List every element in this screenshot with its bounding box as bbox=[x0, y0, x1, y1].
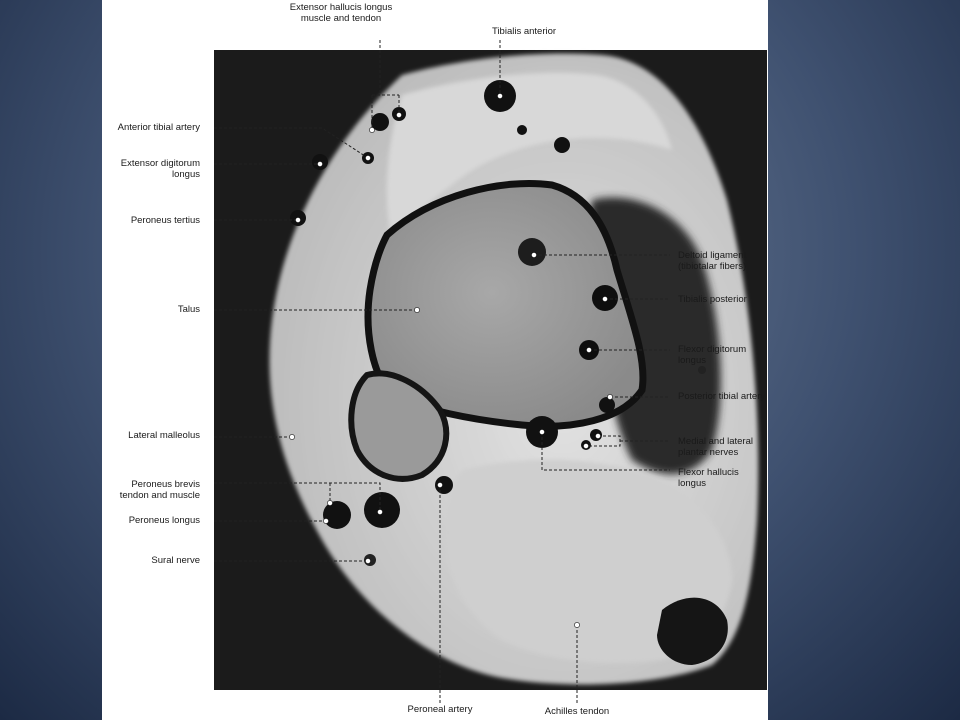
label-fdl: Flexor digitorum longus bbox=[678, 344, 747, 366]
label-peroneus-longus: Peroneus longus bbox=[128, 515, 200, 526]
mri-figure bbox=[102, 0, 768, 720]
label-talus: Talus bbox=[177, 304, 200, 315]
slide-panel bbox=[102, 0, 768, 720]
label-sural-nerve: Sural nerve bbox=[151, 555, 200, 566]
label-anterior-tibial-artery: Anterior tibial artery bbox=[117, 122, 200, 133]
peroneus-longus-shape bbox=[323, 501, 351, 529]
label-posterior-tibial-artery: Posterior tibial artery bbox=[678, 391, 766, 402]
small-vessel-1 bbox=[554, 137, 570, 153]
label-fhl: Flexor hallucis longus bbox=[678, 467, 739, 489]
posterior-tibial-artery-shape bbox=[599, 397, 615, 413]
small-vessel-2 bbox=[517, 125, 527, 135]
label-tibialis-posterior: Tibialis posterior bbox=[678, 294, 747, 305]
label-plantar-nerves: Medial and lateral plantar nerves bbox=[678, 436, 753, 458]
label-lateral-malleolus: Lateral malleolus bbox=[128, 430, 200, 441]
label-deltoid: Deltoid ligament (tibiotalar fibers) bbox=[678, 250, 747, 272]
label-peroneus-tertius: Peroneus tertius bbox=[130, 215, 200, 226]
label-achilles: Achilles tendon bbox=[544, 706, 610, 717]
label-tibialis-anterior: Tibialis anterior bbox=[492, 26, 557, 37]
label-peroneal-artery: Peroneal artery bbox=[407, 704, 473, 715]
label-peroneus-brevis: Peroneus brevis tendon and muscle bbox=[119, 479, 200, 501]
deltoid-shape bbox=[518, 238, 546, 266]
small-vessel-3 bbox=[698, 366, 706, 374]
label-ehl: Extensor hallucis longus muscle and tendon bbox=[289, 2, 393, 24]
label-edl: Extensor digitorum longus bbox=[120, 158, 200, 180]
